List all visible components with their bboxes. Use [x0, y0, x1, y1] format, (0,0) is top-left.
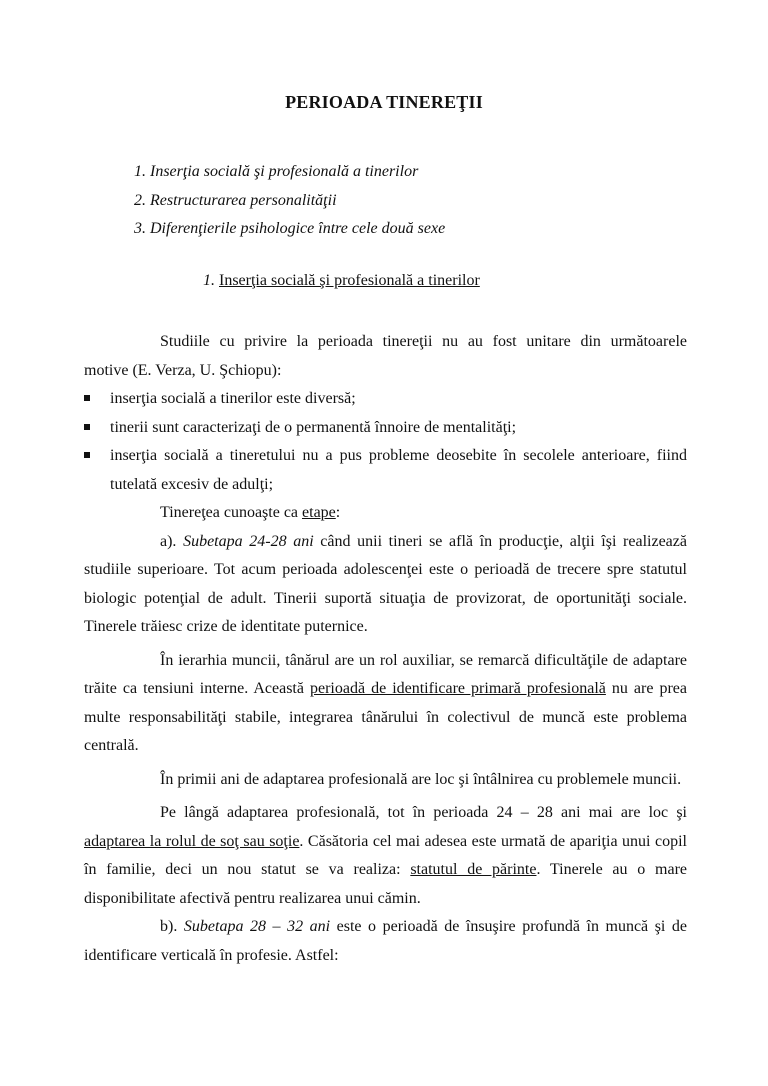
- pelanga-underlined-2: statutul de părinte: [410, 861, 537, 878]
- pelanga-text-end: . Tinerele au o mare disponibilitate afectivă pentru realizarea unui cămin.: [84, 861, 687, 907]
- ierarhia-underlined: perioadă de identificare primară profesională: [309, 680, 606, 697]
- subetapa-a-label: a).: [160, 532, 184, 550]
- pelanga-text: Pe lângă adaptarea profesională, tot în perioada 24 – 28 ani mai are loc şi: [160, 804, 687, 821]
- section-number: 1.: [203, 272, 215, 289]
- page-title: PERIOADA TINEREŢII: [285, 92, 483, 112]
- subetapa-a-text: când unii tineri se află în producţie, alţii îşi realizează studiile superioare. Tot acum perioada adolescenţei este o perioadă de trecere spre statutul biologic potenţial de adult. Tinerii suportă situaţia de provizorat, de oportunităţi sociale. Tinerele trăiesc crize de identitate puternice.: [84, 532, 687, 635]
- list-item: [84, 385, 687, 414]
- section-heading: [203, 272, 480, 290]
- pelanga-text-mid: . Căsătoria cel mai adesea este urmată de apariţia unui copil în familie, deci un nou statut se va realiza:: [84, 832, 687, 878]
- subetapa-b-label: b).: [160, 918, 184, 935]
- intro-line-2: motive (E. Verza, U. Şchiopu):: [84, 361, 282, 379]
- table-of-contents: [134, 158, 445, 244]
- bullet-square-icon: [84, 452, 90, 458]
- toc-item: 3. Diferenţierile psihologice între cele două sexe: [134, 220, 446, 237]
- subetapa-a-paragraph: [84, 528, 687, 642]
- etape-colon: :: [335, 504, 341, 521]
- etape-paragraph: [84, 499, 687, 528]
- bullet-square-icon: [84, 395, 90, 401]
- primii-paragraph: În primii ani de adaptarea profesională are loc şi întâlnirea cu problemele muncii.: [160, 770, 682, 788]
- list-item-text: inserţia socială a tineretului nu a pus probleme deosebite în secolele anterioare, fiind tutelată excesiv de adulţi;: [110, 447, 687, 493]
- toc-item: 1. Inserţia socială şi profesională a tinerilor: [134, 163, 419, 180]
- ierarhia-text-end: nu are prea multe responsabilităţi stabile, integrarea tânărului în colectivul de muncă este problema centrală.: [84, 680, 688, 754]
- list-item: [84, 414, 687, 443]
- list-item: [84, 442, 687, 499]
- list-item-text: tinerii sunt caracterizaţi de o permanentă înnoire de mentalităţi;: [110, 418, 517, 436]
- subetapa-b-paragraph: [84, 913, 687, 970]
- etape-underlined: etape: [302, 504, 336, 521]
- intro-line-1: Studiile cu privire la perioada tinereţii nu au fost unitare din următoarele: [160, 333, 687, 350]
- bullet-square-icon: [84, 424, 90, 430]
- subetapa-a-title: Subetapa 24-28 ani: [183, 532, 314, 550]
- list-item-text: inserţia socială a tinerilor este diversă;: [110, 390, 356, 407]
- pelanga-underlined-1: adaptarea la rolul de soţ sau soţie: [84, 832, 300, 850]
- pelanga-paragraph: [84, 799, 687, 913]
- ierarhia-paragraph: [84, 647, 687, 761]
- etape-text: Tinereţea cunoaşte ca: [160, 504, 303, 521]
- subetapa-b-title: Subetapa 28 – 32 ani: [183, 918, 331, 935]
- toc-item: 2. Restructurarea personalităţii: [134, 191, 337, 209]
- subetapa-b-text: este o perioadă de însuşire profundă în muncă şi de identificare verticală în profesie. Astfel:: [84, 918, 688, 964]
- body-text: [84, 328, 687, 970]
- ierarhia-text: În ierarhia muncii, tânărul are un rol auxiliar, se remarcă dificultăţile de adaptare trăite ca tensiuni interne. Această: [84, 651, 687, 697]
- section-title: Inserţia socială şi profesională a tinerilor: [219, 272, 480, 289]
